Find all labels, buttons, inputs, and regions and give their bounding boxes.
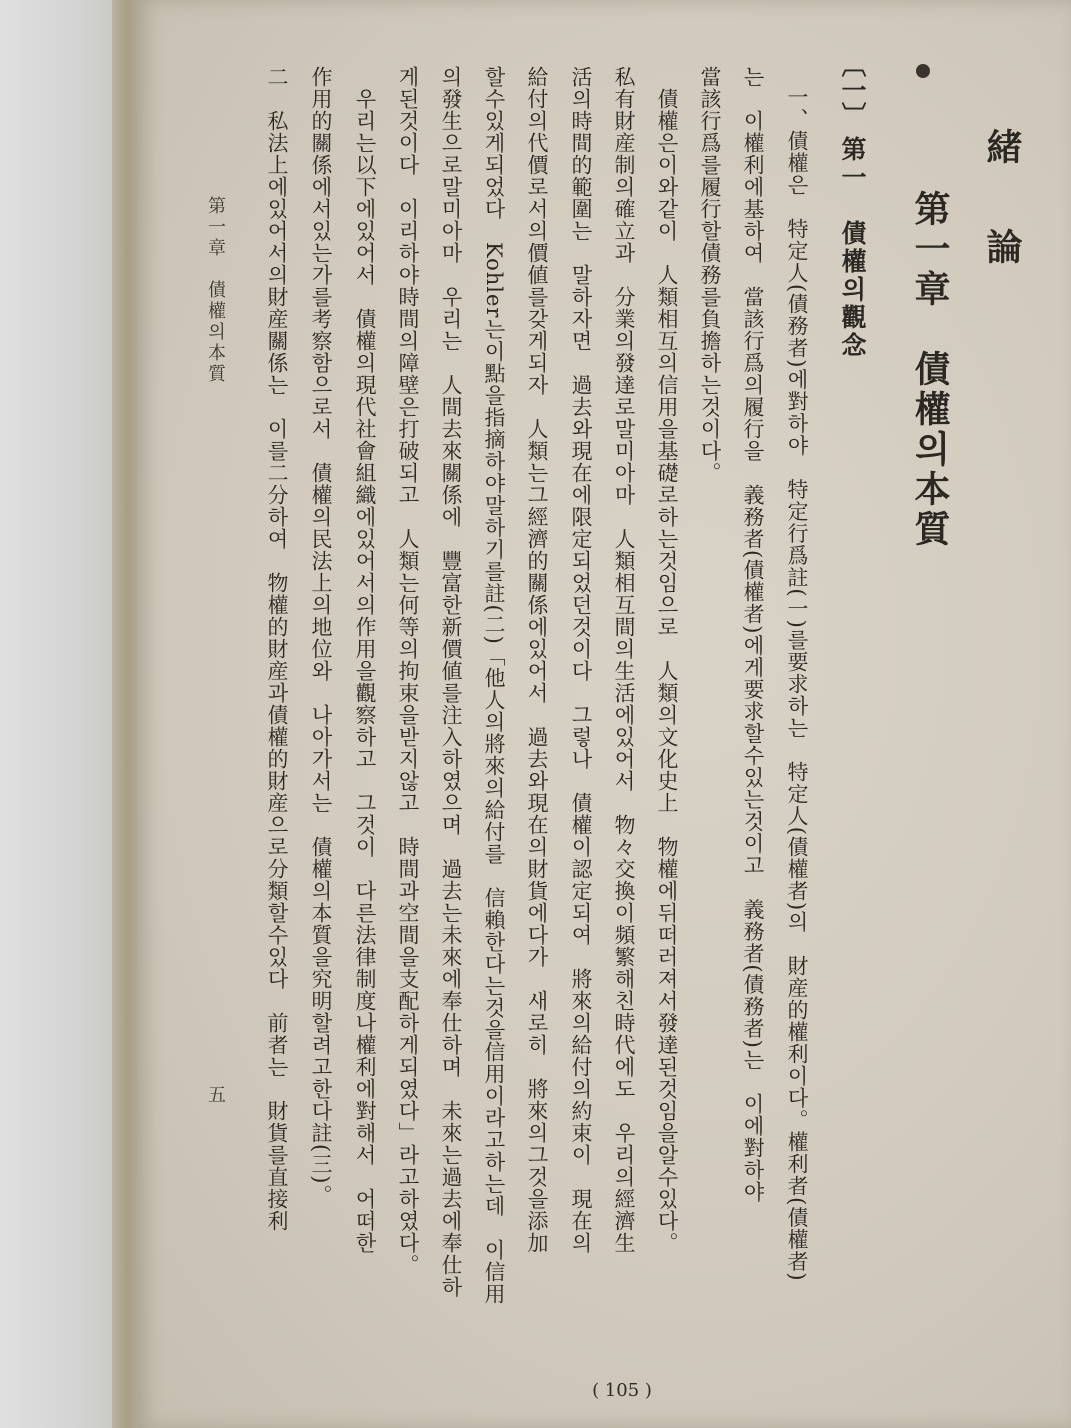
ink-dot [916, 64, 930, 78]
chapter-title: 第一章 債權의本質 [909, 190, 951, 550]
text-column-4: 債權은이와같이 人類相互의信用을基礎로하는것임으로 人類의文化史上 物權에뒤떠러져서發達된것임을알수있다。 [655, 88, 679, 1254]
section-marker: 〔一〕 [838, 52, 867, 127]
text-column-6: 活의時間的範圍는 말하자면 過去와現在에限定되었던것이다 그렇나 債權이認定되여 將來의給付의約束이 現在의 [569, 66, 593, 1254]
part-title: 緒 論 [981, 128, 1023, 278]
text-column-5: 私有財産制의確立과 分業의發達로말미아마 人類相互間의生活에있어서 物々交換이頻繁해친時代에도 우리의經濟生 [612, 66, 636, 1254]
text-column-7: 給付의代價로서의價値를갖게되자 人類는그經濟的關係에있어서 過去와現在의財貨에다가 새로히 將來의그것을添加 [525, 66, 549, 1254]
text-column-11: 우리는以下에있어서 債權의現代社會組織에있어서의作用을觀察하고 그것이 다른法律制度나權利에對해서 어떠한 [353, 88, 377, 1254]
text-column-10: 게된것이다 이리하야時間의障壁은打破되고 人類는何等의拘束을받지않고 時間과空間을支配하게되였다」라고하였다。 [396, 66, 420, 1276]
text-column-2: 는 이權利에基하여 當該行爲의履行을 義務者(債權者)에게要求할수있는것이고 義務者(債務者)는 이에對하야 [741, 66, 765, 1203]
text-column-9: 의發生으로말미아마 우리는 人間去來關係에 豐富한新價値를注入하였으며 過去는未來에奉仕하며 未來는過去에奉仕하 [439, 66, 463, 1298]
text-column-13: 二 私法上에있어서의財産關係는 이를二分하여 物權的財産과債權的財産으로分類할수있다 前者는 財貨를直接利 [265, 66, 289, 1232]
text-column-1: 一、債權은 特定人(債務者)에對하야 特定行爲註(一)를要求하는 特定人(債權者)의 財産的權利이다。權利者(債權者) [785, 86, 809, 1282]
folio-number: 五 [205, 1085, 226, 1103]
text-column-3: 當該行爲를履行할債務를負擔하는것이다。 [698, 66, 722, 484]
running-footer: 第一章 債權의本質 [205, 196, 226, 385]
page-number: ( 105 ) [592, 1380, 652, 1401]
text-column-8: 할수있게되었다 Kohler는이點을指摘하야말하기를註(二)「他人의將來의給付를 信賴한다는것을信用이라고하는데 이信用 [482, 66, 506, 1305]
section-title: 第一 債權의觀念 [838, 136, 867, 360]
text-column-12: 作用的關係에서있는가를考察함으로서 債權의民法上의地位와 나아가서는 債權의本質을究明할려고한다註(三)。 [309, 66, 333, 1207]
